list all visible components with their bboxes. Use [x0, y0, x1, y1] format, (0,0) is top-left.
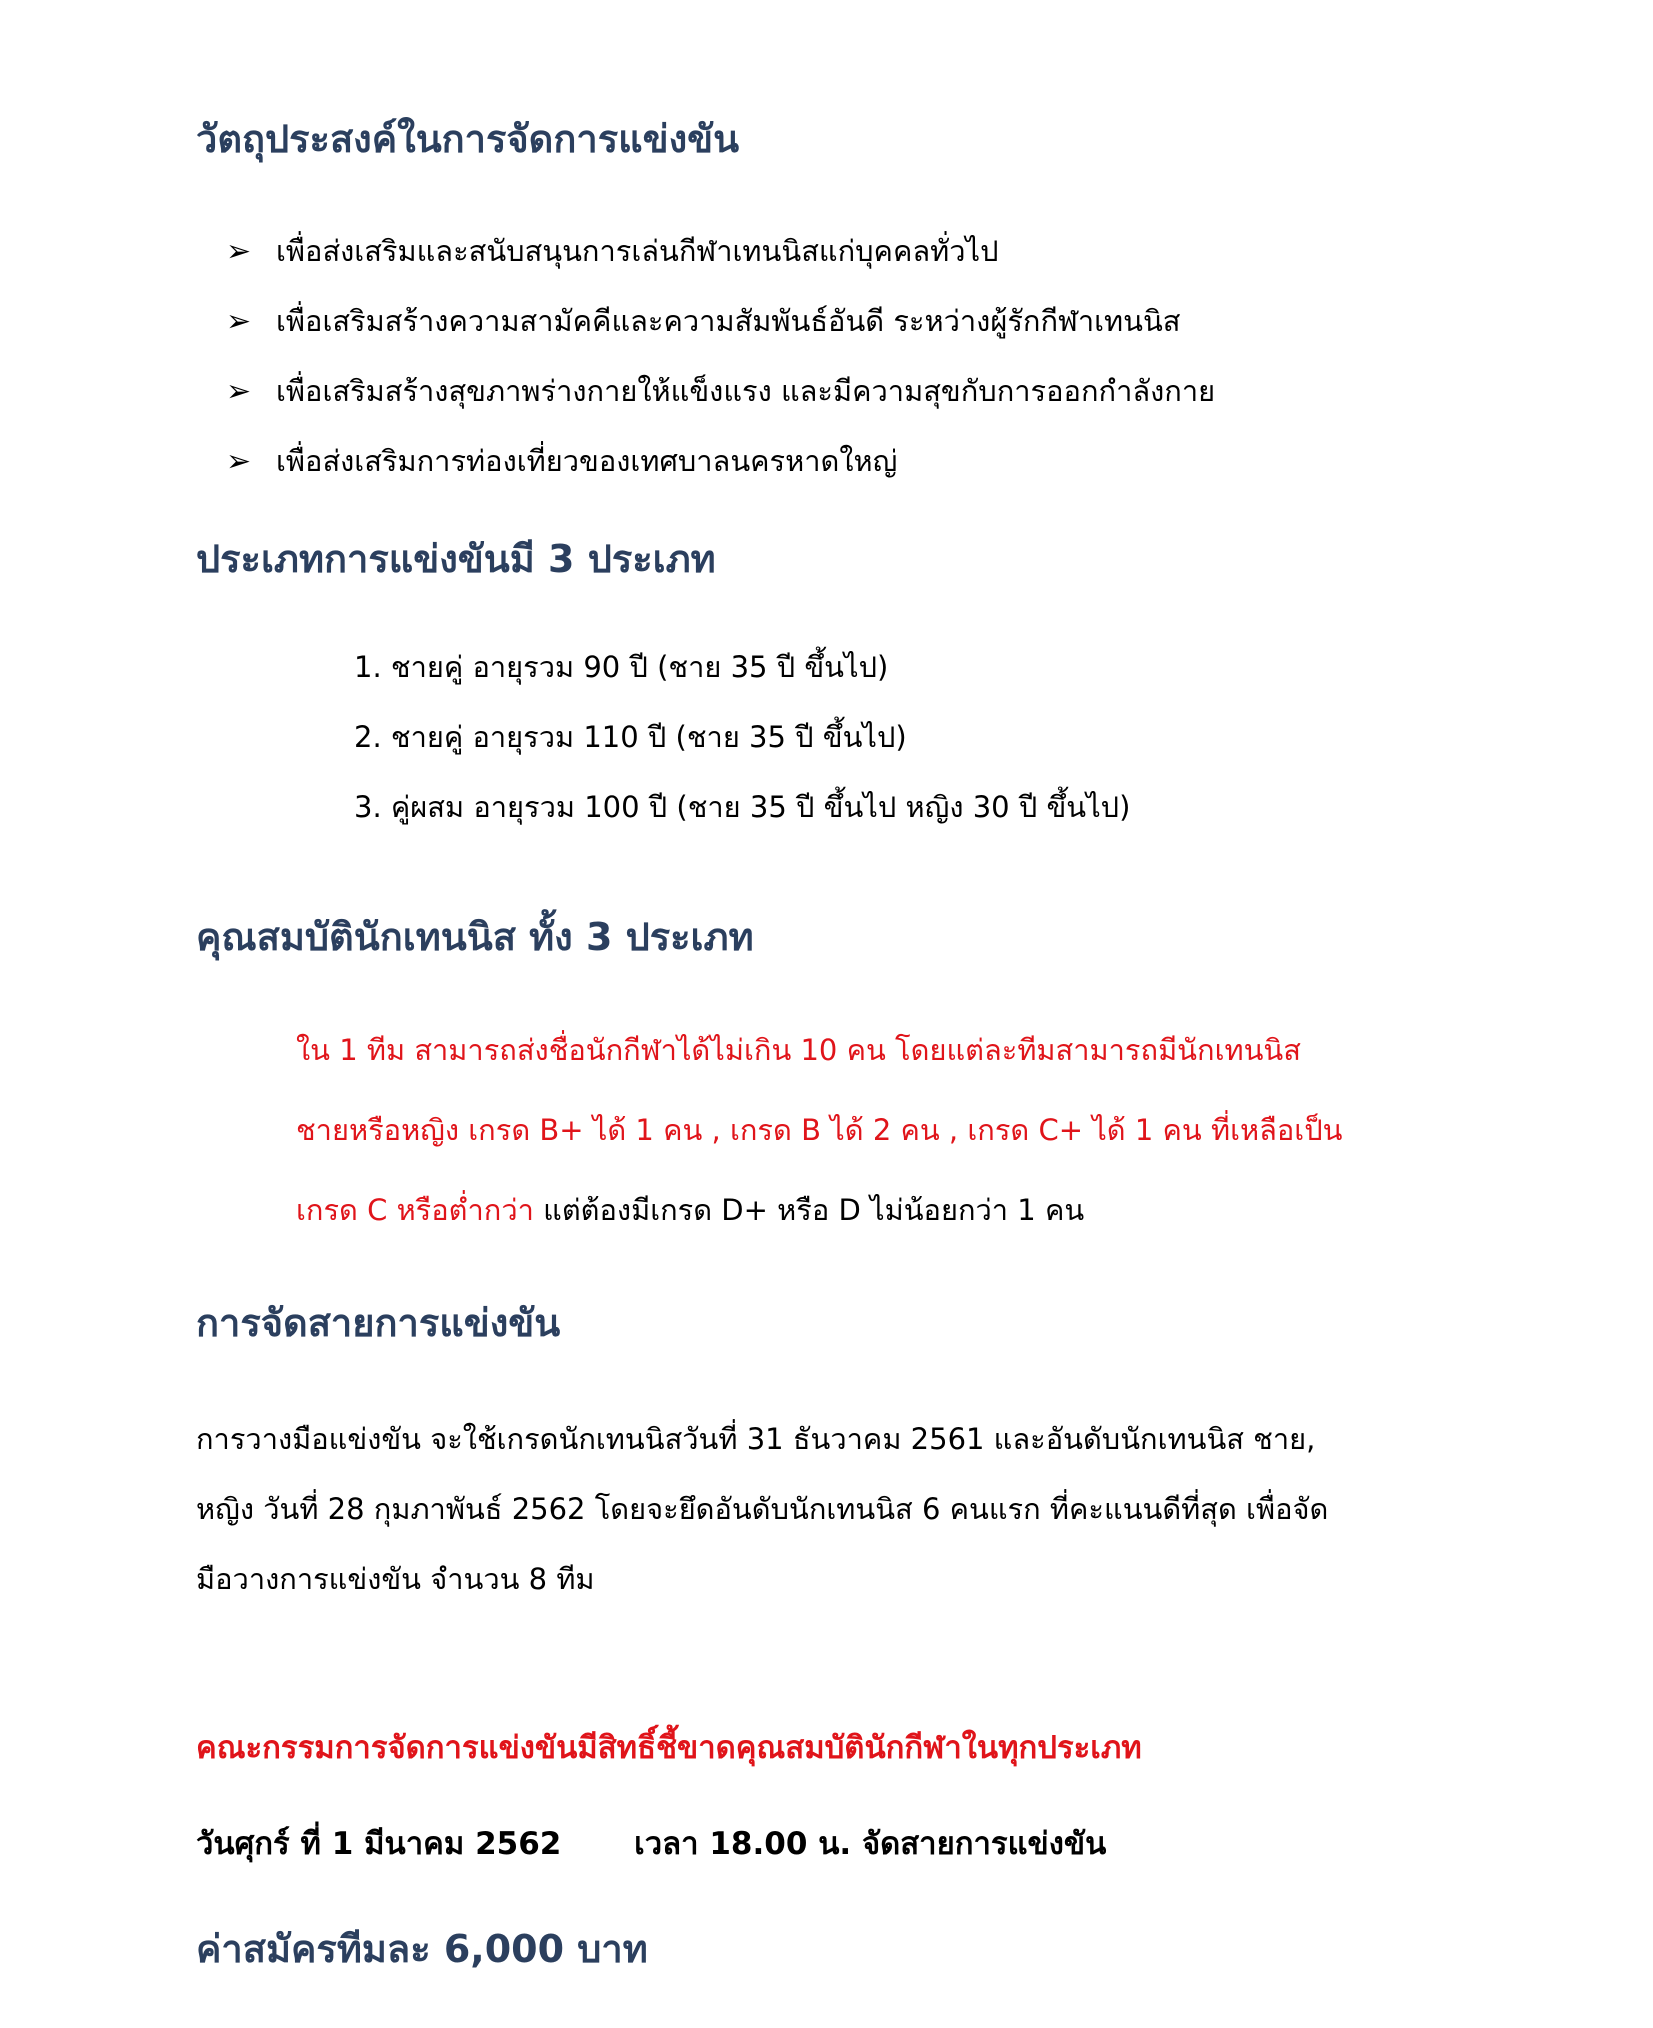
draw-text: [196, 1404, 1456, 1614]
objective-item: [226, 216, 1215, 286]
qualification-red-text: เกรด C หรือต่ำกว่า: [296, 1193, 534, 1227]
arrow-bullet-icon: ➢: [226, 373, 252, 409]
qualification-line: ชายหรือหญิง เกรด B+ ได้ 1 คน , เกรด B ได้ 2 คน , เกรด C+ ได้ 1 คน ที่เหลือเป็น: [296, 1113, 1343, 1147]
qualification-line: ใน 1 ทีม สามารถส่งชื่อนักกีฬาได้ไม่เกิน 10 คน โดยแต่ละทีมสามารถมีนักเทนนิส: [296, 1033, 1301, 1067]
objective-item: [226, 286, 1215, 356]
arrow-bullet-icon: ➢: [226, 233, 252, 269]
objective-text: เพื่อส่งเสริมการท่องเที่ยวของเทศบาลนครหาดใหญ่: [276, 444, 898, 478]
category-item: 1. ชายคู่ อายุรวม 90 ปี (ชาย 35 ปี ขึ้นไป): [354, 650, 889, 684]
objectives-list: [226, 216, 1215, 496]
category-item: 2. ชายคู่ อายุรวม 110 ปี (ชาย 35 ปี ขึ้นไป): [354, 720, 907, 754]
objectives-heading: วัตถุประสงค์ในการจัดการแข่งขัน: [196, 117, 740, 161]
arrow-bullet-icon: ➢: [226, 443, 252, 479]
objective-text: เพื่อเสริมสร้างความสามัคคีและความสัมพันธ์อันดี ระหว่างผู้รักกีฬาเทนนิส: [276, 304, 1181, 338]
objective-text: เพื่อส่งเสริมและสนับสนุนการเล่นกีฬาเทนนิสแก่บุคคลทั่วไป: [276, 234, 999, 268]
category-item: 3. คู่ผสม อายุรวม 100 ปี (ชาย 35 ปี ขึ้นไป หญิง 30 ปี ขึ้นไป): [354, 790, 1131, 824]
draw-line: หญิง วันที่ 28 กุมภาพันธ์ 2562 โดยจะยึดอันดับนักเทนนิส 6 คนแรก ที่คะแนนดีที่สุด เพื่อจัด: [196, 1492, 1329, 1526]
draw-heading: การจัดสายการแข่งขัน: [196, 1301, 561, 1345]
draw-line: การวางมือแข่งขัน จะใช้เกรดนักเทนนิสวันที่ 31 ธันวาคม 2561 และอันดับนักเทนนิส ชาย,: [196, 1422, 1316, 1456]
committee-note: คณะกรรมการจัดการแข่งขันมีสิทธิ์ชี้ขาดคุณสมบัตินักกีฬาในทุกประเภท: [196, 1730, 1142, 1766]
qualifications-heading: คุณสมบัตินักเทนนิส ทั้ง 3 ประเภท: [196, 915, 754, 959]
draw-schedule: [196, 1818, 1106, 1868]
qualifications-text: [296, 1010, 1456, 1250]
entry-fee: ค่าสมัครทีมละ 6,000 บาท: [196, 1927, 648, 1971]
qualification-black-text: แต่ต้องมีเกรด D+ หรือ D ไม่น้อยกว่า 1 คน: [533, 1193, 1085, 1227]
qualification-line: [296, 1170, 1456, 1250]
objective-text: เพื่อเสริมสร้างสุขภาพร่างกายให้แข็งแรง และมีความสุขกับการออกกำลังกาย: [276, 374, 1216, 408]
categories-heading: ประเภทการแข่งขันมี 3 ประเภท: [196, 537, 716, 581]
categories-list: [354, 632, 1130, 842]
objective-item: [226, 426, 1215, 496]
objective-item: [226, 356, 1215, 426]
schedule-date: วันศุกร์ ที่ 1 มีนาคม 2562: [196, 1826, 562, 1862]
schedule-time: เวลา 18.00 น. จัดสายการแข่งขัน: [634, 1826, 1107, 1862]
arrow-bullet-icon: ➢: [226, 303, 252, 339]
draw-line: มือวางการแข่งขัน จำนวน 8 ทีม: [196, 1562, 595, 1596]
